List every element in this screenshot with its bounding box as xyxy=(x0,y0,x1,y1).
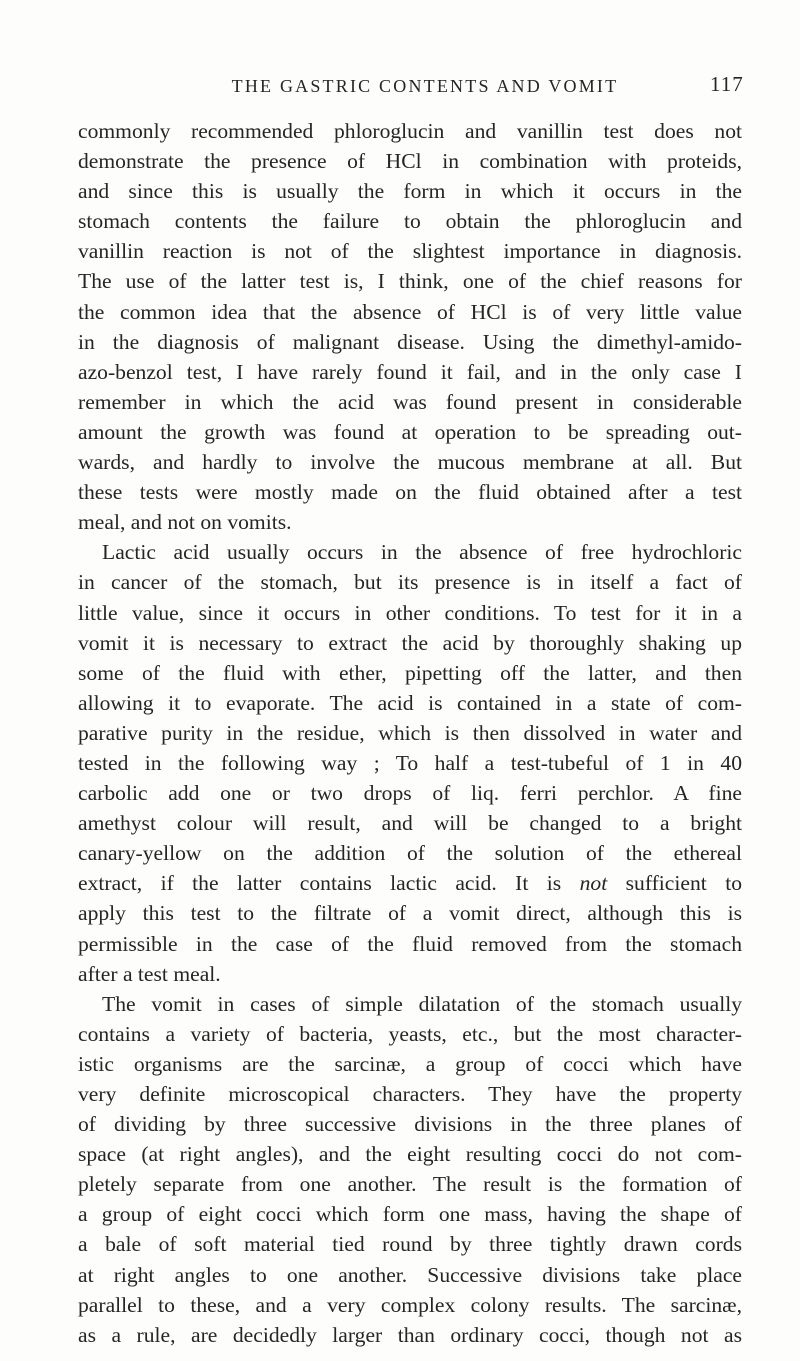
text-line: istic organisms are the sarcinæ, a group of cocci which have xyxy=(78,1051,742,1076)
text-line: a group of eight cocci which form one mass, having the shape of xyxy=(78,1202,742,1227)
text-line: some of the fluid with ether, pipetting off the latter, and then xyxy=(78,660,742,685)
text-line: azo-benzol test, I have rarely found it fail, and in the only case I xyxy=(78,359,742,384)
text-segment: sufficient to xyxy=(607,871,742,896)
text-line: carbolic add one or two drops of liq. ferri perchlor. A fine xyxy=(78,781,742,806)
text-segment: extract, if the latter contains lactic acid. It is xyxy=(78,871,580,896)
text-line: remember in which the acid was found present in considerable xyxy=(78,389,742,414)
text-line: wards, and hardly to involve the mucous membrane at all. But xyxy=(78,450,742,475)
text-line: little value, since it occurs in other conditions. To test for it in a xyxy=(78,600,742,625)
text-line: in cancer of the stomach, but its presence is in itself a fact of xyxy=(78,570,742,595)
text-line: the common idea that the absence of HCl is of very little value xyxy=(78,299,742,324)
text-line: stomach contents the failure to obtain the phloroglucin and xyxy=(78,209,742,234)
text-line: vomit it is necessary to extract the acid by thoroughly shaking up xyxy=(78,630,742,655)
text-line: pletely separate from one another. The result is the formation of xyxy=(78,1172,742,1197)
text-line: amount the growth was found at operation to be spreading out- xyxy=(78,419,742,444)
text-line: these tests were mostly made on the fluid obtained after a test xyxy=(78,480,742,505)
text-line-paragraph-end: meal, and not on vomits. xyxy=(78,510,292,535)
text-line: and since this is usually the form in which it occurs in the xyxy=(78,179,742,204)
text-line: very definite microscopical characters. They have the property xyxy=(78,1082,742,1106)
page-number: 117 xyxy=(710,72,744,96)
body-text xyxy=(78,116,742,1350)
text-line-paragraph-start: Lactic acid usually occurs in the absence of free hydrochloric xyxy=(102,540,742,565)
text-line: of dividing by three successive divisions in the three planes of xyxy=(78,1112,742,1137)
text-line: at right angles to one another. Successive divisions take place xyxy=(78,1262,742,1287)
text-line-paragraph-start: The vomit in cases of simple dilatation of the stomach usually xyxy=(102,991,742,1016)
text-line: vanillin reaction is not of the slightest importance in diagnosis. xyxy=(78,239,742,264)
text-line-with-italic xyxy=(78,868,742,898)
text-line: permissible in the case of the fluid removed from the stomach xyxy=(78,931,742,956)
text-line: amethyst colour will result, and will be changed to a bright xyxy=(78,811,742,836)
text-line: in the diagnosis of malignant disease. Using the dimethyl-amido- xyxy=(78,329,742,354)
text-line: a bale of soft material tied round by three tightly drawn cords xyxy=(78,1232,742,1257)
text-line: parallel to these, and a very complex colony results. The sarcinæ, xyxy=(78,1292,742,1317)
text-line: demonstrate the presence of HCl in combination with proteids, xyxy=(78,149,742,174)
text-line: commonly recommended phloroglucin and vanillin test does not xyxy=(78,119,742,143)
text-line: canary-yellow on the addition of the solution of the ethereal xyxy=(78,841,742,866)
text-line: tested in the following way ; To half a test-tubeful of 1 in 40 xyxy=(78,750,742,775)
text-line: apply this test to the filtrate of a vomit direct, although this is xyxy=(78,901,742,926)
running-head-title: THE GASTRIC CONTENTS AND VOMIT xyxy=(231,76,619,96)
text-line: allowing it to evaporate. The acid is contained in a state of com- xyxy=(78,690,742,715)
text-line-paragraph-end: after a test meal. xyxy=(78,961,221,986)
italic-emphasis: not xyxy=(579,871,608,896)
text-line: space (at right angles), and the eight resulting cocci do not com- xyxy=(78,1142,742,1167)
text-line: contains a variety of bacteria, yeasts, etc., but the most character- xyxy=(78,1021,742,1046)
text-line: The use of the latter test is, I think, one of the chief reasons for xyxy=(78,269,742,294)
text-line: as a rule, are decidedly larger than ordinary cocci, though not as xyxy=(78,1322,742,1347)
text-line: parative purity in the residue, which is then dissolved in water and xyxy=(78,720,742,745)
